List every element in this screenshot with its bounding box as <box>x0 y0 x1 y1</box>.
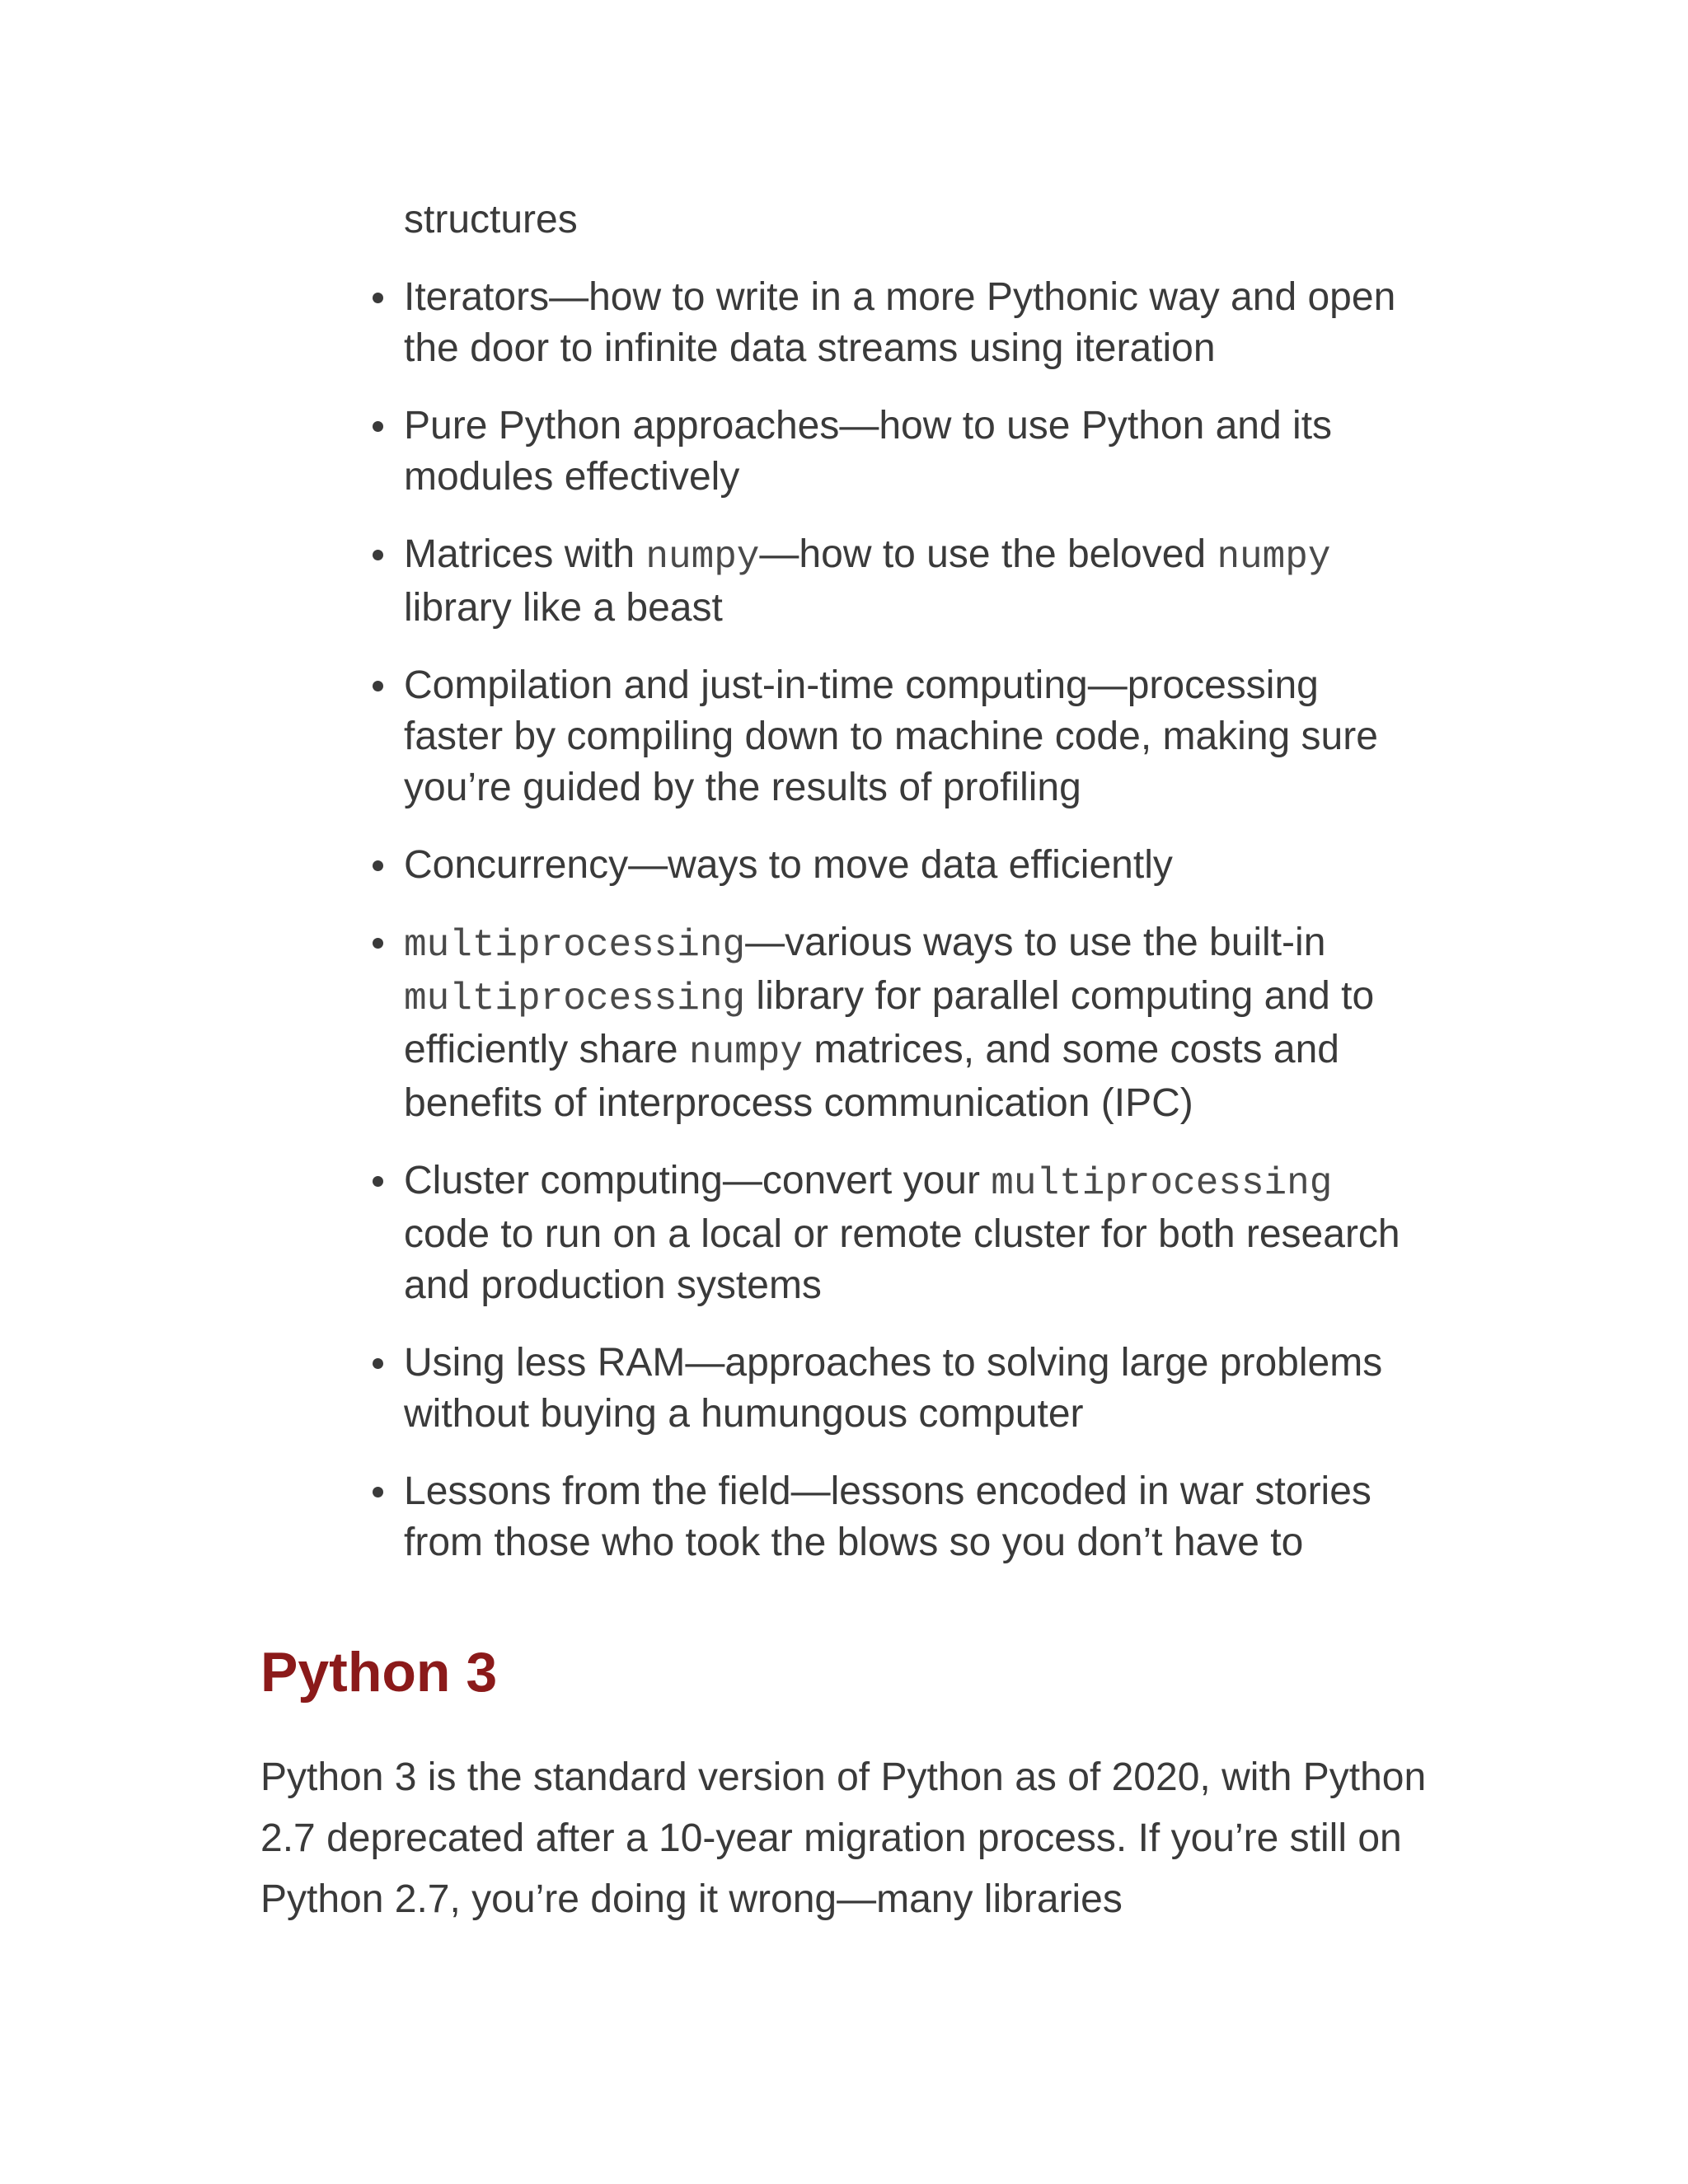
bullet-dot-icon <box>373 938 383 949</box>
bullet-item <box>404 1466 1426 1568</box>
bullet-item <box>404 1155 1426 1311</box>
bullet-dot-icon <box>373 421 383 432</box>
bullet-item <box>404 917 1426 1129</box>
bullet-dot-icon <box>373 1176 383 1187</box>
bullet-text: Matrices with <box>404 532 646 576</box>
bullet-item <box>404 272 1426 374</box>
bullet-text: Pure Python approaches—how to use Python and its modules effectively <box>404 404 1333 499</box>
bullet-text: Compilation and just-in-time computing—processing faster by compiling down to machine code, making sure you’re guided by the results of profiling <box>404 663 1378 809</box>
bullet-text: code to run on a local or remote cluster for both research and production systems <box>404 1212 1400 1307</box>
bullet-text: library for parallel computing and to efficiently share <box>404 974 1375 1071</box>
bullet-item <box>404 1338 1426 1440</box>
bullet-dot-icon <box>373 1358 383 1369</box>
bullet-text: Lessons from the field—lessons encoded in war stories from those who took the blows so you don’t have to <box>404 1469 1372 1564</box>
section-paragraph: Python 3 is the standard version of Python as of 2020, with Python 2.7 deprecated after a 10-year migration process. If you’re still on Python 2.7, you’re doing it wrong—many libraries <box>260 1755 1427 1921</box>
bullet-dot-icon <box>373 550 383 560</box>
inline-code: multiprocessing <box>404 977 746 1020</box>
bullet-item <box>404 660 1426 813</box>
bullet-text: Iterators—how to write in a more Pythonic way and open the door to infinite data streams using iteration <box>404 275 1396 370</box>
inline-code: numpy <box>688 1031 803 1074</box>
bullet-text: Using less RAM—approaches to solving large problems without buying a humungous computer <box>404 1341 1383 1436</box>
bullet-dot-icon <box>373 293 383 303</box>
bullet-dot-icon <box>373 1487 383 1497</box>
bullet-item <box>404 529 1426 634</box>
bullet-item <box>404 840 1426 891</box>
inline-code: numpy <box>1217 536 1331 579</box>
inline-code: multiprocessing <box>991 1162 1333 1205</box>
bullet-text: Cluster computing—convert your <box>404 1159 992 1202</box>
inline-code: multiprocessing <box>404 924 746 967</box>
bullet-item <box>404 401 1426 503</box>
bullet-text: —how to use the beloved <box>759 532 1217 576</box>
bullet-text: matrices, and some costs and benefits of interprocess communication (IPC) <box>404 1028 1339 1125</box>
bullet-text: library like a beast <box>404 586 723 630</box>
bullet-dot-icon <box>373 681 383 691</box>
inline-code: numpy <box>645 536 760 579</box>
bullet-text: —various ways to use the built-in <box>745 921 1326 964</box>
section-heading: Python 3 <box>260 1641 498 1704</box>
bullet-text: Concurrency—ways to move data efficiently <box>404 843 1173 887</box>
bullet-dot-icon <box>373 860 383 871</box>
continuation-text: structures <box>404 198 578 241</box>
topic-bullet-list <box>404 272 1426 1595</box>
